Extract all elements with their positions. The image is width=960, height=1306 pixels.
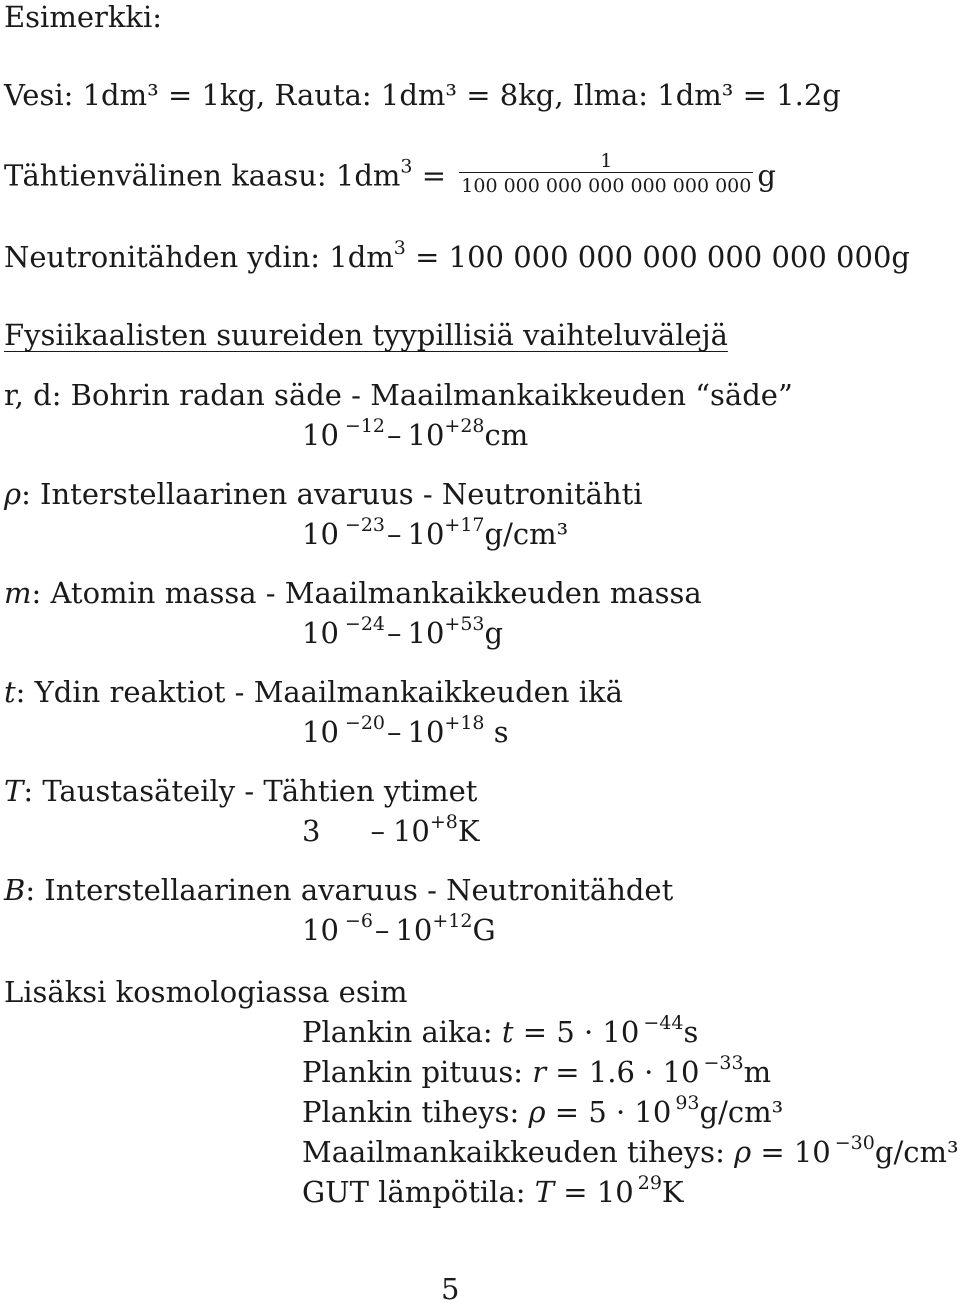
- range-high-exponent: +12: [432, 910, 473, 932]
- quantity-description: [4, 873, 673, 907]
- quantity-description: [4, 378, 793, 412]
- range-low-exponent: −12: [344, 415, 386, 437]
- range-dash: –: [374, 913, 390, 947]
- range-dash: –: [387, 517, 402, 551]
- cosmology-item: [302, 1132, 959, 1169]
- cosmology-unit: K: [661, 1175, 684, 1209]
- range-low: 10: [302, 715, 339, 749]
- gas-fraction: [459, 150, 753, 197]
- range-low: 3: [302, 814, 321, 848]
- neutron-exponent: 3: [393, 237, 406, 259]
- quantity-range: [302, 910, 496, 947]
- range-dash: –: [387, 418, 402, 452]
- cosmology-item: [302, 1092, 784, 1129]
- cosmology-exponent: 93: [675, 1092, 700, 1114]
- quantity-range-description: : Atomin massa - Maailmankaikkeuden massa: [31, 576, 702, 610]
- gas-fraction-denominator: 100 000 000 000 000 000 000: [459, 172, 753, 197]
- quantity-range-description: : Bohrin radan säde - Maailmankaikkeuden “säde”: [51, 378, 793, 412]
- range-high: 10: [407, 715, 445, 749]
- quantity-symbol: T: [4, 774, 24, 808]
- quantity-symbol: ρ: [4, 477, 22, 511]
- cosmology-equation: = 5 · 10: [513, 1015, 640, 1049]
- quantity-description: [4, 477, 643, 511]
- cosmology-unit: g/cm³: [874, 1135, 959, 1169]
- quantity-symbol: m: [4, 576, 32, 610]
- range-dash: –: [370, 814, 385, 848]
- cosmology-label: Plankin aika:: [302, 1015, 502, 1049]
- gas-exponent: 3: [400, 155, 413, 178]
- range-high-exponent: +53: [444, 613, 485, 635]
- cosmology-label: GUT lämpötila:: [302, 1175, 535, 1209]
- range-dash: –: [387, 715, 402, 749]
- cosmology-variable: ρ: [528, 1095, 546, 1129]
- cosmology-item: [302, 1052, 772, 1089]
- range-high-exponent: +17: [444, 514, 485, 536]
- range-unit: cm: [484, 418, 529, 452]
- range-low: 10: [302, 517, 339, 551]
- cosmology-variable: t: [501, 1015, 514, 1049]
- range-high: 10: [395, 913, 433, 947]
- cosmology-equation: = 1.6 · 10: [546, 1055, 700, 1089]
- range-high: 10: [407, 418, 445, 452]
- quantity-symbol: r, d: [4, 378, 52, 412]
- range-high-exponent: +8: [429, 811, 458, 833]
- range-unit: g: [484, 616, 504, 650]
- range-unit: g/cm³: [484, 517, 569, 551]
- cosmology-equation: = 5 · 10: [545, 1095, 672, 1129]
- gas-prefix: Tähtienvälinen kaasu: 1dm: [4, 158, 401, 193]
- quantity-range: [302, 613, 504, 650]
- cosmology-intro: Lisäksi kosmologiassa esim: [4, 975, 408, 1009]
- range-dash: –: [387, 616, 402, 650]
- gas-density-line: [4, 150, 776, 201]
- gas-fraction-numerator: 1: [600, 150, 613, 172]
- quantity-range: [302, 514, 569, 551]
- range-unit: K: [457, 814, 480, 848]
- cosmology-equation: = 10: [554, 1175, 634, 1209]
- cosmology-variable: T: [534, 1175, 555, 1209]
- range-unit: G: [472, 913, 496, 947]
- cosmology-item: [302, 1172, 684, 1209]
- quantity-range: [302, 415, 529, 452]
- cosmology-exponent: −44: [643, 1012, 684, 1034]
- gas-unit: g: [757, 158, 776, 193]
- cosmology-unit: g/cm³: [699, 1095, 784, 1129]
- quantity-symbol: B: [4, 873, 26, 907]
- range-high: 10: [407, 616, 445, 650]
- range-high-exponent: +18: [444, 712, 485, 734]
- range-high: 10: [407, 517, 445, 551]
- quantity-range: [302, 811, 480, 848]
- quantity-symbol: t: [4, 675, 16, 709]
- page-number: 5: [441, 1272, 460, 1306]
- range-low: 10: [302, 913, 339, 947]
- cosmology-exponent: −30: [834, 1132, 875, 1154]
- cosmology-variable: r: [532, 1055, 547, 1089]
- cosmology-label: Maailmankaikkeuden tiheys:: [302, 1135, 735, 1169]
- cosmology-exponent: 29: [637, 1172, 662, 1194]
- section-title: Fysiikaalisten suureiden tyypillisiä vaihteluvälejä: [4, 318, 728, 352]
- cosmology-item: [302, 1012, 699, 1049]
- quantity-description: [4, 774, 477, 808]
- range-low-exponent: −6: [344, 910, 373, 932]
- cosmology-variable: ρ: [734, 1135, 752, 1169]
- cosmology-equation: = 10: [751, 1135, 831, 1169]
- cosmology-label: Plankin tiheys:: [302, 1095, 529, 1129]
- range-high: 10: [392, 814, 430, 848]
- quantity-range-description: : Taustasäteily - Tähtien ytimet: [23, 774, 478, 808]
- quantity-range-description: : Interstellaarinen avaruus - Neutronitähdet: [25, 873, 674, 907]
- quantity-range-description: : Interstellaarinen avaruus - Neutronitähti: [21, 477, 643, 511]
- cosmology-label: Plankin pituus:: [302, 1055, 533, 1089]
- neutron-rest: = 100 000 000 000 000 000 000g: [405, 240, 910, 274]
- gas-equals: =: [412, 158, 456, 193]
- quantity-description: [4, 576, 702, 610]
- neutron-density-line: [4, 237, 910, 274]
- cosmology-unit: m: [743, 1055, 772, 1089]
- quantity-description: [4, 675, 623, 709]
- range-low-exponent: −23: [344, 514, 386, 536]
- quantity-range-description: : Ydin reaktiot - Maailmankaikkeuden ikä: [15, 675, 623, 709]
- range-high-exponent: +28: [444, 415, 485, 437]
- neutron-prefix: Neutronitähden ydin: 1dm: [4, 240, 394, 274]
- range-low: 10: [302, 418, 339, 452]
- range-low-exponent: −20: [344, 712, 386, 734]
- heading: Esimerkki:: [4, 0, 163, 34]
- range-unit: s: [484, 715, 509, 749]
- range-low: 10: [302, 616, 339, 650]
- densities-line: Vesi: 1dm³ = 1kg, Rauta: 1dm³ = 8kg, Ilma: 1dm³ = 1.2g: [4, 78, 841, 112]
- range-low-exponent: −24: [344, 613, 386, 635]
- cosmology-exponent: −33: [703, 1052, 744, 1074]
- quantity-range: [302, 712, 509, 749]
- cosmology-unit: s: [683, 1015, 699, 1049]
